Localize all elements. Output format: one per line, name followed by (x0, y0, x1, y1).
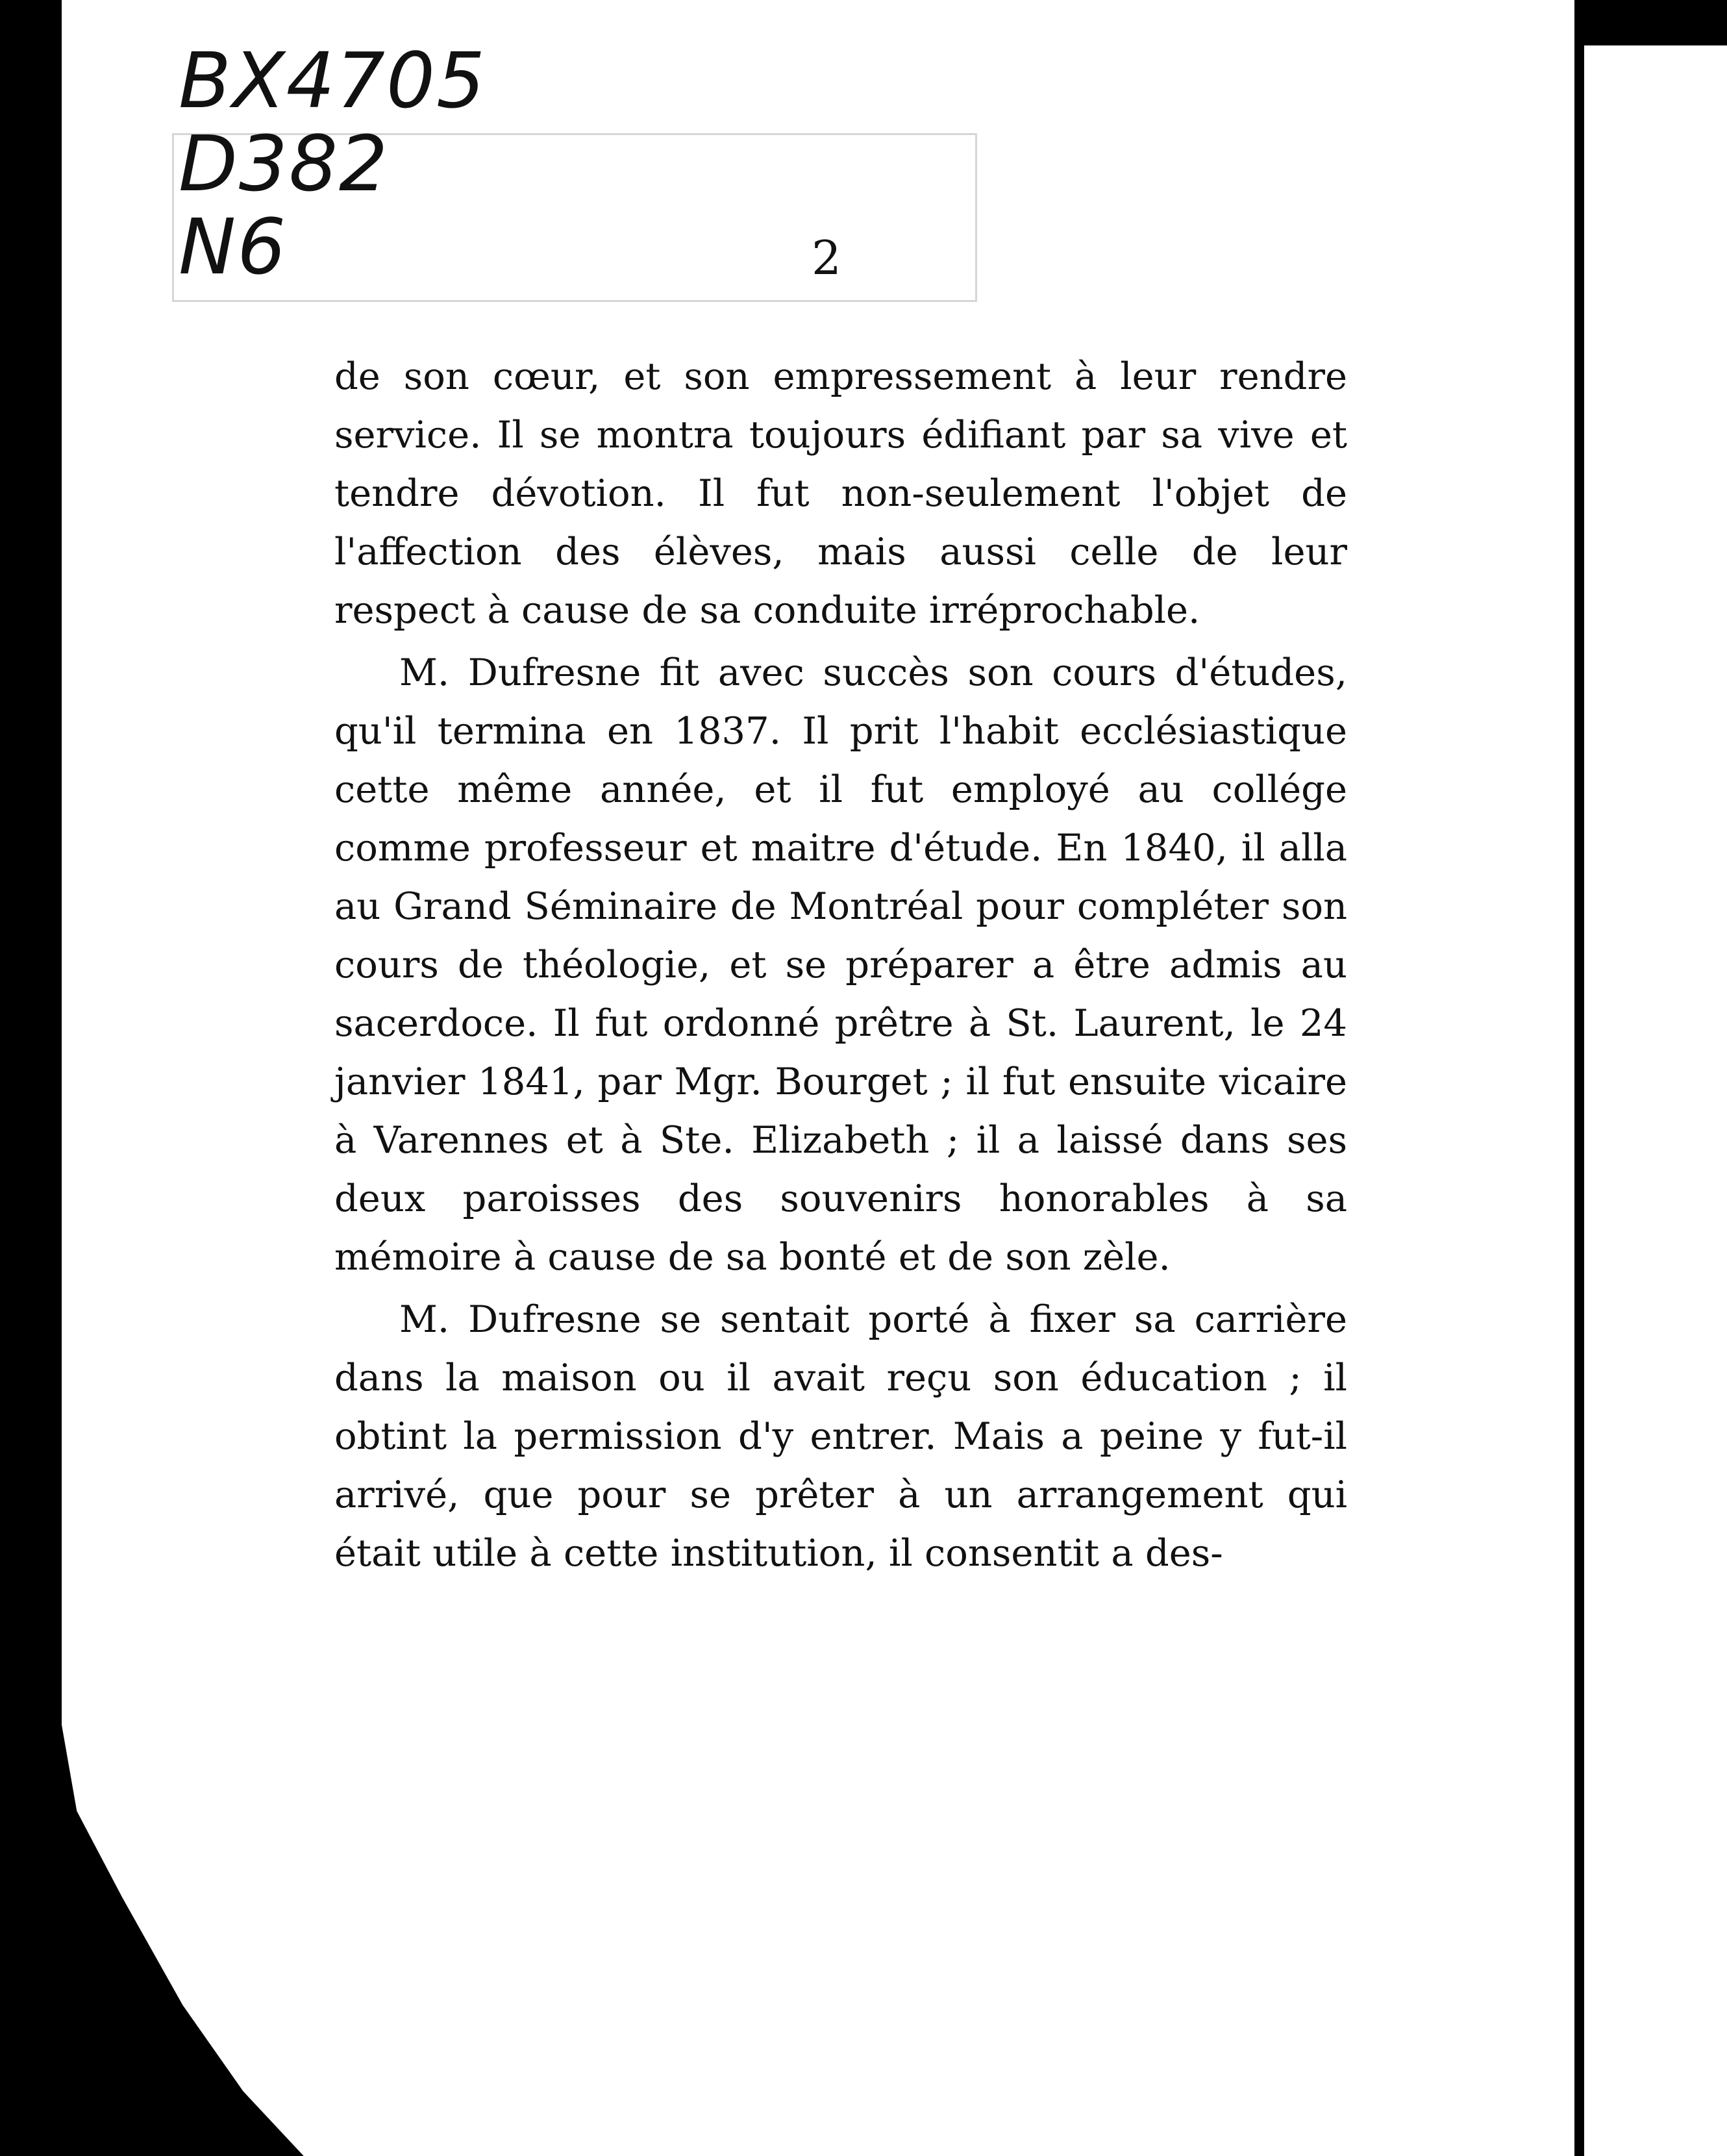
body-text (334, 347, 1347, 1583)
paragraph: de son cœur, et son empressement à leur rendre service. Il se montra toujours édifiant par sa vive et tendre dévotion. Il fut non-seulement l'objet de l'affection des élèves, mais aussi celle de leur respect à cause de sa conduite irréprochable. (334, 355, 1347, 632)
page-number: 2 (812, 231, 841, 285)
call-number-line: D382 (179, 119, 390, 208)
call-number-line: BX4705 (179, 36, 487, 125)
handwritten-call-number (179, 36, 487, 292)
call-number-line: N6 (179, 202, 288, 292)
paragraph: M. Dufresne fit avec succès son cours d'études, qu'il termina en 1837. Il prit l'habit ecclésiastique cette même année, et il fut employé au collége comme professeur et maitre d'étude. En 1840, il alla au Grand Séminaire de Montréal pour compléter son cours de théologie, et se préparer a être admis au sacerdoce. Il fut ordonné prêtre à St. Laurent, le 24 janvier 1841, par Mgr. Bourget ; il fut ensuite vicaire à Varennes et à Ste. Elizabeth ; il a laissé dans ses deux paroisses des souvenirs honorables à sa mémoire à cause de sa bonté et de son zèle. (334, 651, 1347, 1279)
page-gutter (1574, 0, 1584, 2156)
paragraph: M. Dufresne se sentait porté à fixer sa carrière dans la maison ou il avait reçu son éducation ; il obtint la permission d'y entrer. Mais a peine y fut-il arrivé, que pour se prêter à un arrangement qui était utile à cette institution, il consentit a des- (334, 1297, 1347, 1575)
facing-page-edge (1584, 45, 1727, 2156)
